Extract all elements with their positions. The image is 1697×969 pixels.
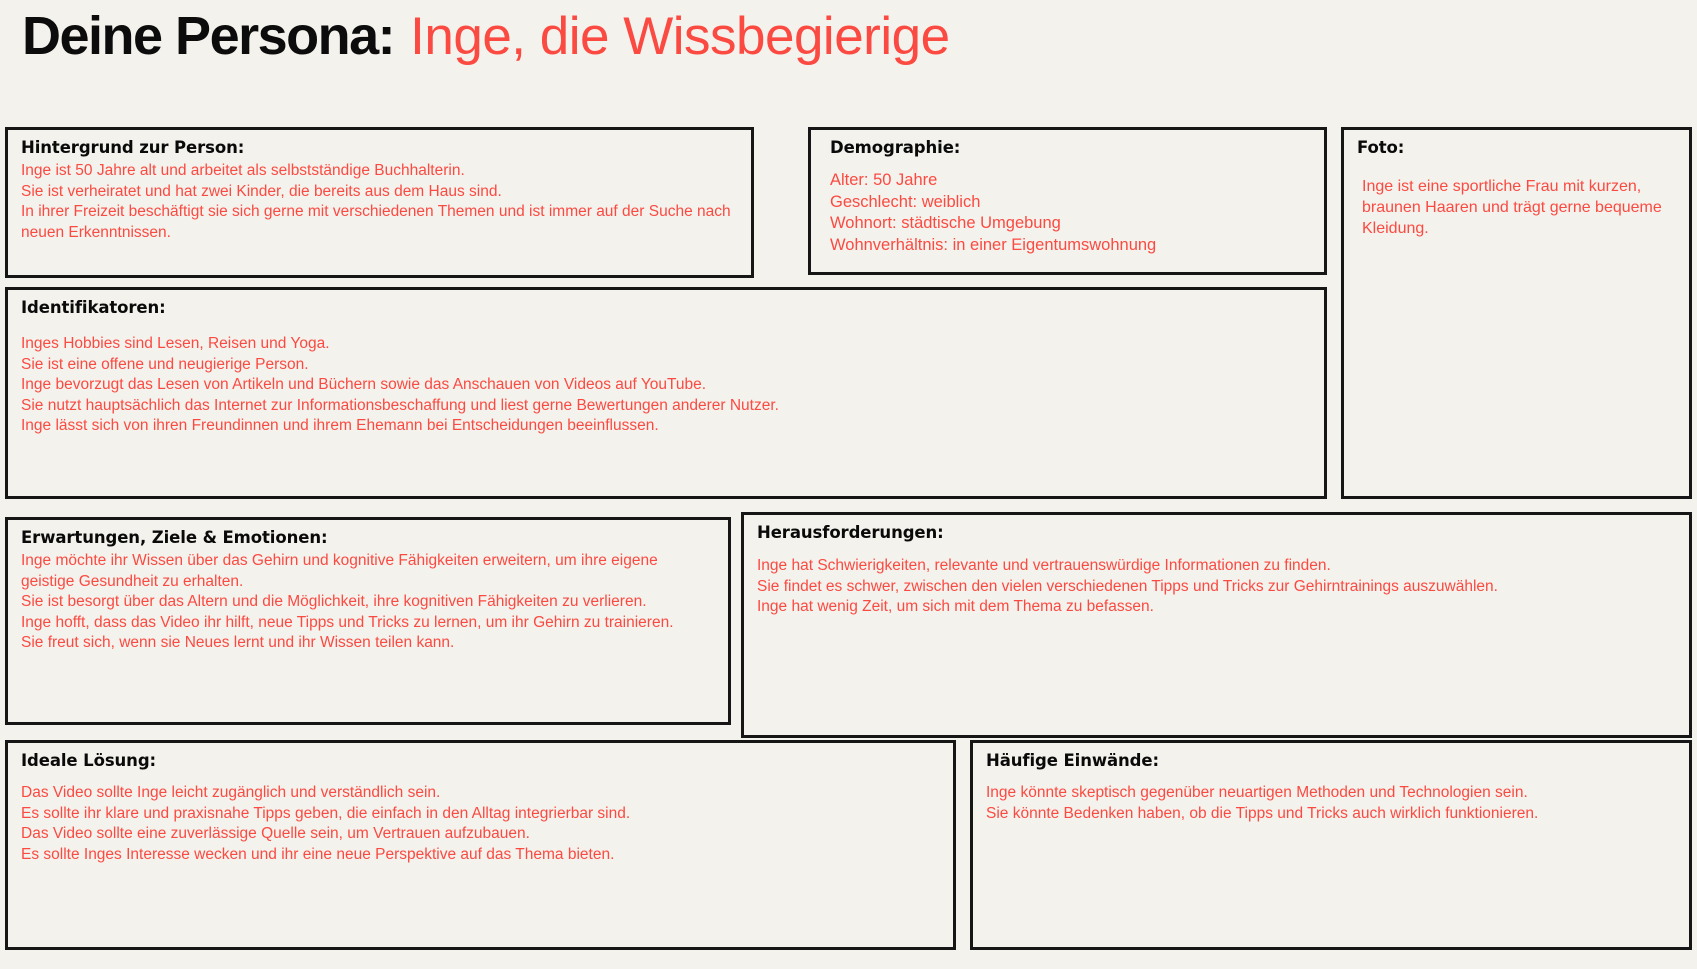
foto-body (1357, 176, 1676, 239)
section-hintergrund (5, 127, 754, 278)
page-title-label: Deine Persona: (22, 6, 395, 66)
erwartungen-body (21, 551, 715, 654)
section-erwartungen-ziele-emotionen (5, 517, 731, 725)
haeufige-einwaende-line: Sie könnte Bedenken haben, ob die Tipps und Tricks auch wirklich funktionieren. (986, 804, 1539, 822)
demographie-line: Geschlecht: weiblich (830, 192, 981, 211)
hintergrund-line: Inge ist 50 Jahre alt und arbeitet als selbstständige Buchhalterin. (21, 162, 465, 179)
ideale-loesung-heading: Ideale Lösung: (21, 751, 157, 770)
identifikatoren-line: Inges Hobbies sind Lesen, Reisen und Yoga. (21, 335, 330, 352)
hintergrund-heading: Hintergrund zur Person: (21, 138, 245, 157)
herausforderungen-body (757, 556, 1676, 618)
identifikatoren-line: Inge bevorzugt das Lesen von Artikeln und Büchern sowie das Anschauen von Videos auf YouTube. (21, 376, 707, 393)
hintergrund-line: In ihrer Freizeit beschäftigt sie sich gerne mit verschiedenen Themen und ist immer auf der Suche nach neuen Erkenntnissen. (21, 203, 731, 241)
foto-line: Inge ist eine sportliche Frau mit kurzen, braunen Haaren und trägt gerne bequeme Kleidung. (1362, 178, 1662, 237)
haeufige-einwaende-body (986, 783, 1676, 824)
hintergrund-line: Sie ist verheiratet und hat zwei Kinder, die bereits aus dem Haus sind. (21, 182, 502, 200)
demographie-body (830, 170, 1311, 256)
foto-heading: Foto: (1357, 138, 1405, 157)
demographie-heading: Demographie: (830, 138, 961, 157)
erwartungen-heading: Erwartungen, Ziele & Emotionen: (21, 528, 328, 547)
hintergrund-body (21, 161, 738, 243)
herausforderungen-heading: Herausforderungen: (757, 523, 944, 542)
page-title (22, 2, 950, 84)
identifikatoren-body (21, 334, 1311, 437)
demographie-line: Wohnort: städtische Umgebung (830, 214, 1061, 232)
ideale-loesung-line: Das Video sollte eine zuverlässige Quelle sein, um Vertrauen aufzubauen. (21, 825, 530, 842)
ideale-loesung-body (21, 783, 940, 865)
section-foto (1341, 127, 1692, 499)
erwartungen-line: Inge hofft, dass das Video ihr hilft, neue Tipps und Tricks zu lernen, um ihr Gehirn zu trainieren. (21, 613, 674, 631)
section-herausforderungen (741, 512, 1692, 738)
haeufige-einwaende-line: Inge könnte skeptisch gegenüber neuartigen Methoden und Technologien sein. (986, 784, 1528, 801)
ideale-loesung-line: Es sollte ihr klare und praxisnahe Tipps geben, die einfach in den Alltag integrierbar sind. (21, 804, 631, 822)
herausforderungen-line: Inge hat Schwierigkeiten, relevante und vertrauenswürdige Informationen zu finden. (757, 557, 1331, 574)
haeufige-einwaende-heading: Häufige Einwände: (986, 751, 1159, 770)
section-haeufige-einwaende (970, 740, 1692, 950)
identifikatoren-heading: Identifikatoren: (21, 298, 166, 317)
identifikatoren-line: Sie nutzt hauptsächlich das Internet zur Informationsbeschaffung und liest gerne Bewertungen anderer Nutzer. (21, 396, 779, 414)
herausforderungen-line: Sie findet es schwer, zwischen den vielen verschiedenen Tipps und Tricks zur Gehirntrainings auszuwählen. (757, 577, 1498, 595)
ideale-loesung-line: Es sollte Inges Interesse wecken und ihr eine neue Perspektive auf das Thema bieten. (21, 845, 615, 863)
demographie-line: Wohnverhältnis: in einer Eigentumswohnung (830, 235, 1157, 254)
section-demographie (808, 127, 1327, 275)
ideale-loesung-line: Das Video sollte Inge leicht zugänglich und verständlich sein. (21, 784, 441, 801)
erwartungen-line: Sie ist besorgt über das Altern und die Möglichkeit, ihre kognitiven Fähigkeiten zu verlieren. (21, 593, 647, 610)
section-ideale-loesung (5, 740, 956, 950)
identifikatoren-line: Inge lässt sich von ihren Freundinnen und ihrem Ehemann bei Entscheidungen beeinflussen. (21, 417, 659, 434)
demographie-line: Alter: 50 Jahre (830, 171, 938, 189)
section-identifikatoren (5, 287, 1327, 499)
erwartungen-line: Inge möchte ihr Wissen über das Gehirn und kognitive Fähigkeiten erweitern, um ihre eigene geistige Gesundheit zu erhalten. (21, 552, 658, 590)
erwartungen-line: Sie freut sich, wenn sie Neues lernt und ihr Wissen teilen kann. (21, 634, 455, 651)
identifikatoren-line: Sie ist eine offene und neugierige Person. (21, 355, 309, 373)
persona-name: Inge, die Wissbegierige (410, 7, 950, 66)
herausforderungen-line: Inge hat wenig Zeit, um sich mit dem Thema zu befassen. (757, 598, 1154, 615)
